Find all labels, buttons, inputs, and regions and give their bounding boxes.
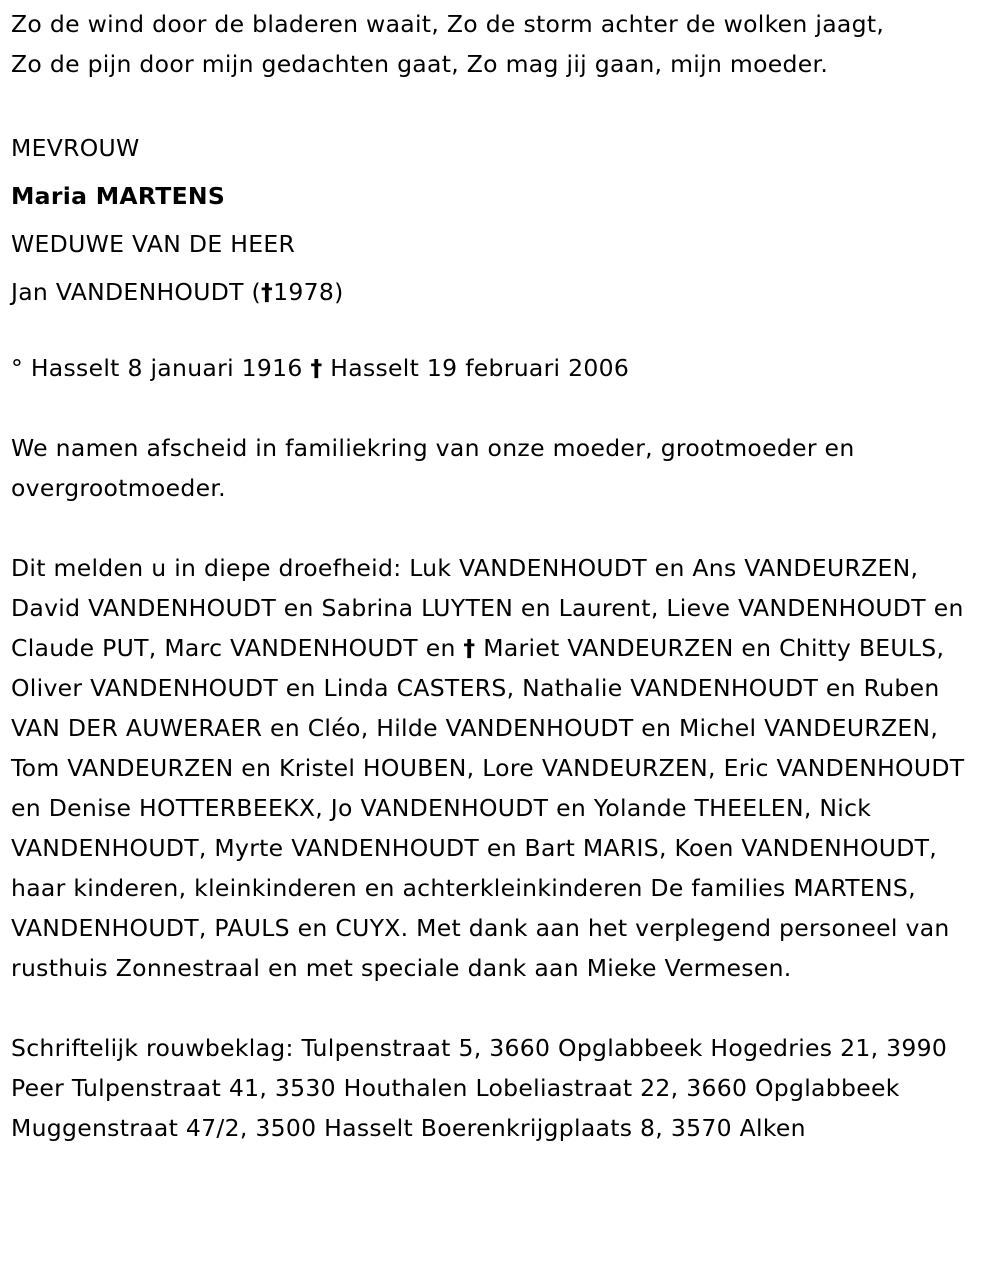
- cross-icon: †: [463, 634, 476, 662]
- poem: [11, 4, 992, 84]
- announcement-text: [11, 548, 992, 988]
- poem-line: Zo de pijn door mijn gedachten gaat, Zo mag jij gaan, mijn moeder.: [11, 50, 829, 78]
- cross-icon: †: [310, 354, 323, 382]
- husband-year: 1978): [273, 278, 344, 306]
- deceased-name: Maria MARTENS: [11, 182, 226, 210]
- widow-of: WEDUWE VAN DE HEER: [11, 230, 296, 258]
- birth-symbol: °: [11, 354, 24, 382]
- condolences-paragraph: [11, 1028, 992, 1148]
- life-dates: [11, 348, 992, 388]
- announcement-part: Dit melden u in diepe droefheid: Luk VANDENHOUDT en Ans VANDEURZEN, David VANDENHOUDT en Sabrina LUYTEN en Laurent, Lieve VANDENHOUDT en Claude PUT, Marc VANDENHOUDT en: [11, 554, 964, 662]
- birth-date: Hasselt 8 januari 1916: [23, 354, 311, 382]
- dates-line: [11, 348, 992, 388]
- death-date: Hasselt 19 februari 2006: [322, 354, 630, 382]
- title: MEVROUW: [11, 134, 140, 162]
- deceased-header: [11, 124, 992, 316]
- cross-icon: †: [261, 278, 274, 306]
- farewell-text: We namen afscheid in familiekring van onze moeder, grootmoeder en overgrootmoeder.: [11, 434, 855, 502]
- husband-name: Jan VANDENHOUDT (: [11, 278, 262, 306]
- announcement-part: Mariet VANDEURZEN en Chitty BEULS, Oliver VANDENHOUDT en Linda CASTERS, Nathalie VANDENHOUDT en Ruben VAN DER AUWERAER en Cléo, Hilde VANDENHOUDT en Michel VANDEURZEN, Tom VANDEURZEN en Kristel HOUBEN, Lore VANDEURZEN, Eric VANDENHOUDT en Denise HOTTERBEEKX, Jo VANDENHOUDT en Yolande THEELEN, Nick VANDENHOUDT, Myrte VANDENHOUDT en Bart MARIS, Koen VANDENHOUDT, haar kinderen, kleinkinderen en achterkleinkinderen De families MARTENS, VANDENHOUDT, PAULS en CUYX. Met dank aan het verplegend personeel van rusthuis Zonnestraal en met speciale dank aan Mieke Vermesen.: [11, 634, 965, 982]
- poem-line: Zo de wind door de bladeren waait, Zo de storm achter de wolken jaagt,: [11, 10, 885, 38]
- condolences-text: Schriftelijk rouwbeklag: Tulpenstraat 5, 3660 Opglabbeek Hogedries 21, 3990 Peer Tulpenstraat 41, 3530 Houthalen Lobeliastraat 22, 3660 Opglabbeek Muggenstraat 47/2, 3500 Hasselt Boerenkrijgplaats 8, 3570 Alken: [11, 1034, 948, 1142]
- announcement-paragraph: [11, 548, 992, 988]
- husband-line: [11, 268, 992, 316]
- farewell-paragraph: [11, 428, 992, 508]
